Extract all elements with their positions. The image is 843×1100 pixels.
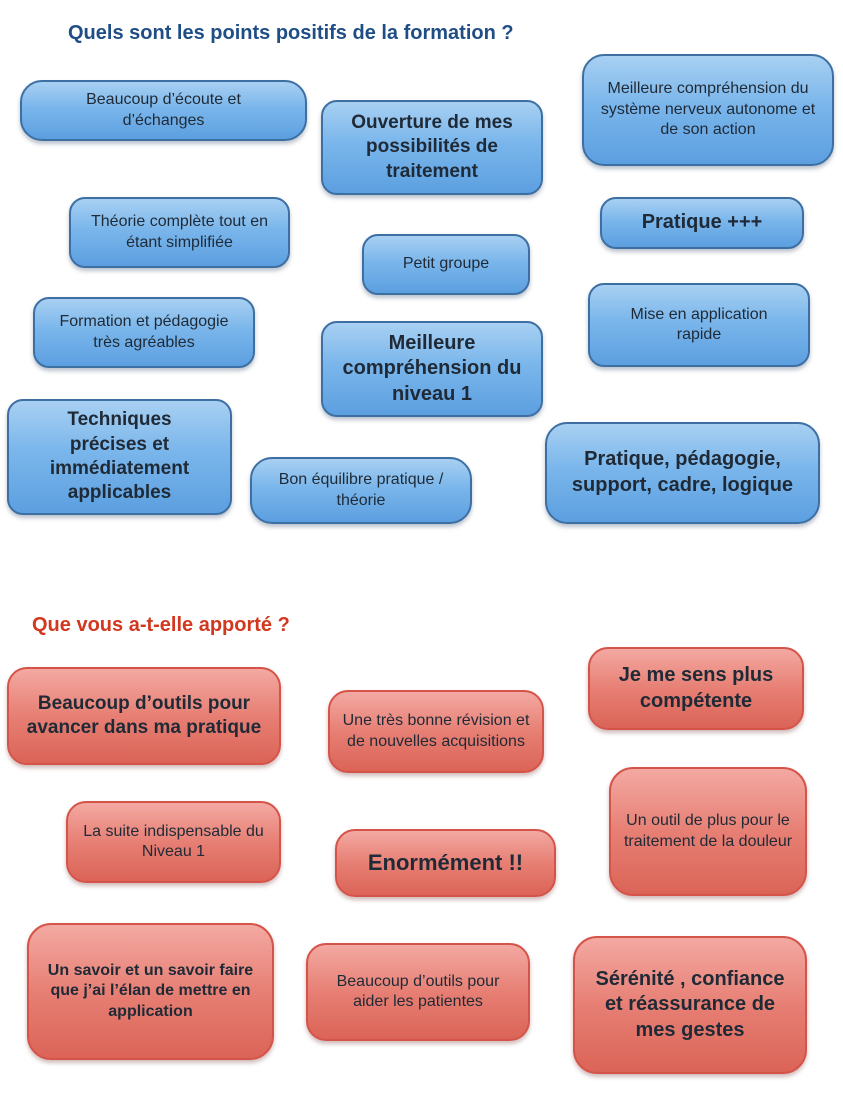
bubble-suite-niveau1: La suite indispensable du Niveau 1 bbox=[66, 801, 281, 883]
bubble-savoir-faire: Un savoir et un savoir faire que j’ai l’élan de mettre en application bbox=[27, 923, 274, 1060]
bubble-outils-patientes: Beaucoup d’outils pour aider les patientes bbox=[306, 943, 530, 1041]
bubble-serenite-confiance: Sérénité , confiance et réassurance de mes gestes bbox=[573, 936, 807, 1074]
bubble-techniques-precises: Techniques précises et immédiatement applicables bbox=[7, 399, 232, 515]
bubble-outil-douleur: Un outil de plus pour le traitement de la douleur bbox=[609, 767, 807, 896]
bubble-ecoute-echanges: Beaucoup d’écoute et d’échanges bbox=[20, 80, 307, 141]
section-contributions-title: Que vous a-t-elle apporté ? bbox=[32, 614, 290, 636]
bubble-systeme-nerveux: Meilleure compréhension du système nerveux autonome et de son action bbox=[582, 54, 834, 166]
bubble-plus-competente: Je me sens plus compétente bbox=[588, 647, 804, 730]
bubble-ouverture-possibilites: Ouverture de mes possibilités de traitement bbox=[321, 100, 543, 195]
bubble-theorie-complete: Théorie complète tout en étant simplifiée bbox=[69, 197, 290, 268]
bubble-revision-acquisitions: Une très bonne révision et de nouvelles acquisitions bbox=[328, 690, 544, 773]
bubble-equilibre-pratique-theorie: Bon équilibre pratique / théorie bbox=[250, 457, 472, 524]
bubble-comprehension-niveau1: Meilleure compréhension du niveau 1 bbox=[321, 321, 543, 417]
bubble-mise-en-application: Mise en application rapide bbox=[588, 283, 810, 367]
bubble-enormement: Enormément !! bbox=[335, 829, 556, 897]
bubble-formation-pedagogie: Formation et pédagogie très agréables bbox=[33, 297, 255, 368]
bubble-petit-groupe: Petit groupe bbox=[362, 234, 530, 295]
section-positive-points-title: Quels sont les points positifs de la formation ? bbox=[68, 22, 514, 44]
bubble-pratique-plus: Pratique +++ bbox=[600, 197, 804, 249]
bubble-outils-avancer: Beaucoup d’outils pour avancer dans ma pratique bbox=[7, 667, 281, 765]
bubble-pratique-pedagogie-support: Pratique, pédagogie, support, cadre, logique bbox=[545, 422, 820, 524]
